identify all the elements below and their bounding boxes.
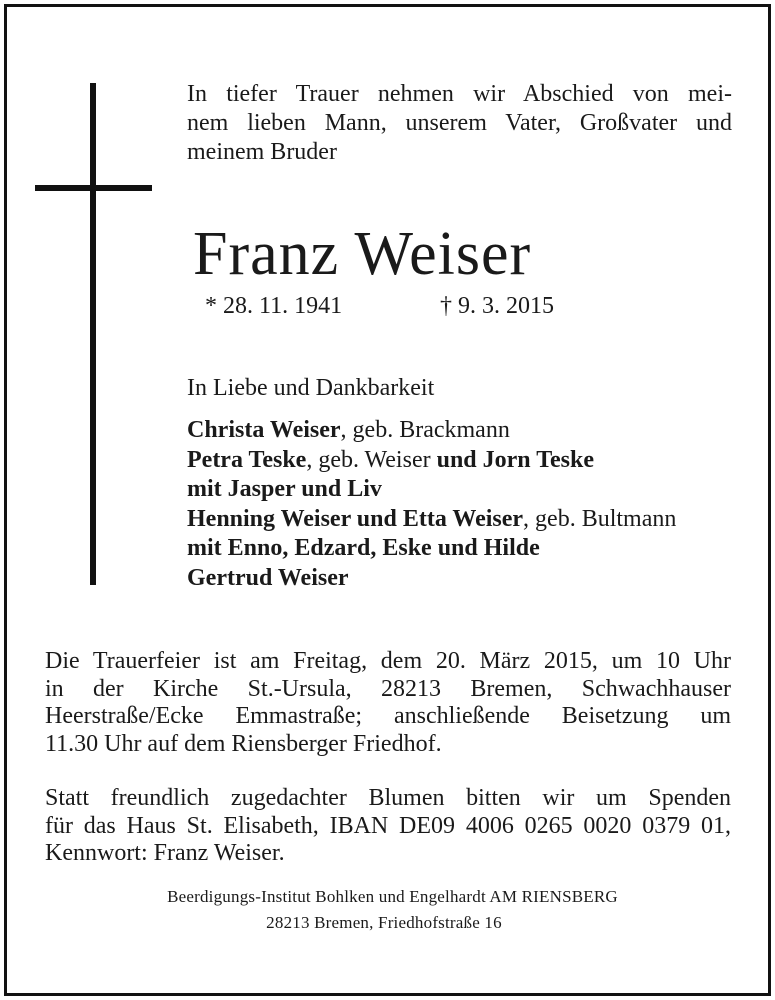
mourner-name: Christa Weiser xyxy=(187,417,341,443)
mourners-heading: In Liebe und Dankbarkeit xyxy=(187,375,435,401)
mourner-line xyxy=(187,505,676,535)
cross-vertical-bar xyxy=(90,83,96,585)
intro-text xyxy=(187,80,732,167)
cross-horizontal-bar xyxy=(35,185,152,191)
mourner-line xyxy=(187,416,676,446)
mourners-list xyxy=(187,416,676,593)
undertaker-address: 28213 Bremen, Friedhofstraße 16 xyxy=(266,913,502,932)
mourner-detail: , geb. Brackmann xyxy=(340,417,510,443)
intro-line: In tiefer Trauer nehmen wir Abschied von mei- xyxy=(187,81,732,107)
intro-line: meinem Bruder xyxy=(187,139,337,165)
undertaker-name: Beerdigungs-Institut Bohlken und Engelhardt AM RIENSBERG xyxy=(167,887,618,906)
ceremony-line: in der Kirche St.-Ursula, 28213 Bremen, Schwachhauser xyxy=(45,675,731,702)
mourner-line xyxy=(187,534,676,564)
mourner-name: Henning Weiser und Etta Weiser xyxy=(187,505,524,532)
deceased-name: Franz Weiser xyxy=(193,220,532,288)
ceremony-line: 11.30 Uhr auf dem Riensberger Friedhof. xyxy=(45,730,442,757)
mourner-detail: , geb. Bultmann xyxy=(523,505,677,532)
mourner-name: und Jorn Teske xyxy=(436,446,594,473)
mourner-line xyxy=(187,564,676,594)
donation-line: Kennwort: Franz Weiser. xyxy=(45,840,285,866)
donation-info xyxy=(45,785,731,868)
mourner-name: mit Jasper und Liv xyxy=(187,476,382,502)
birth-date: * 28. 11. 1941 xyxy=(205,293,343,319)
mourner-name: mit Enno, Edzard, Eske und Hilde xyxy=(187,535,540,561)
ceremony-line: Heerstraße/Ecke Emmastraße; anschließende Beisetzung um xyxy=(45,703,731,729)
ceremony-line: Die Trauerfeier ist am Freitag, dem 20. März 2015, um 10 Uhr xyxy=(45,648,731,674)
donation-line: Statt freundlich zugedachter Blumen bitten wir um Spenden xyxy=(45,785,731,811)
ceremony-info xyxy=(45,648,731,758)
mourner-line xyxy=(187,475,676,505)
donation-line: für das Haus St. Elisabeth, IBAN DE09 4006 0265 0020 0379 01, xyxy=(45,812,731,839)
mourner-name: Gertrud Weiser xyxy=(187,564,349,591)
death-date: † 9. 3. 2015 xyxy=(440,293,554,319)
mourner-line xyxy=(187,446,676,476)
undertaker-info xyxy=(0,884,775,936)
mourner-detail: , geb. Weiser xyxy=(306,446,437,473)
mourner-name: Petra Teske xyxy=(187,446,307,473)
intro-line: nem lieben Mann, unserem Vater, Großvater und xyxy=(187,110,732,136)
